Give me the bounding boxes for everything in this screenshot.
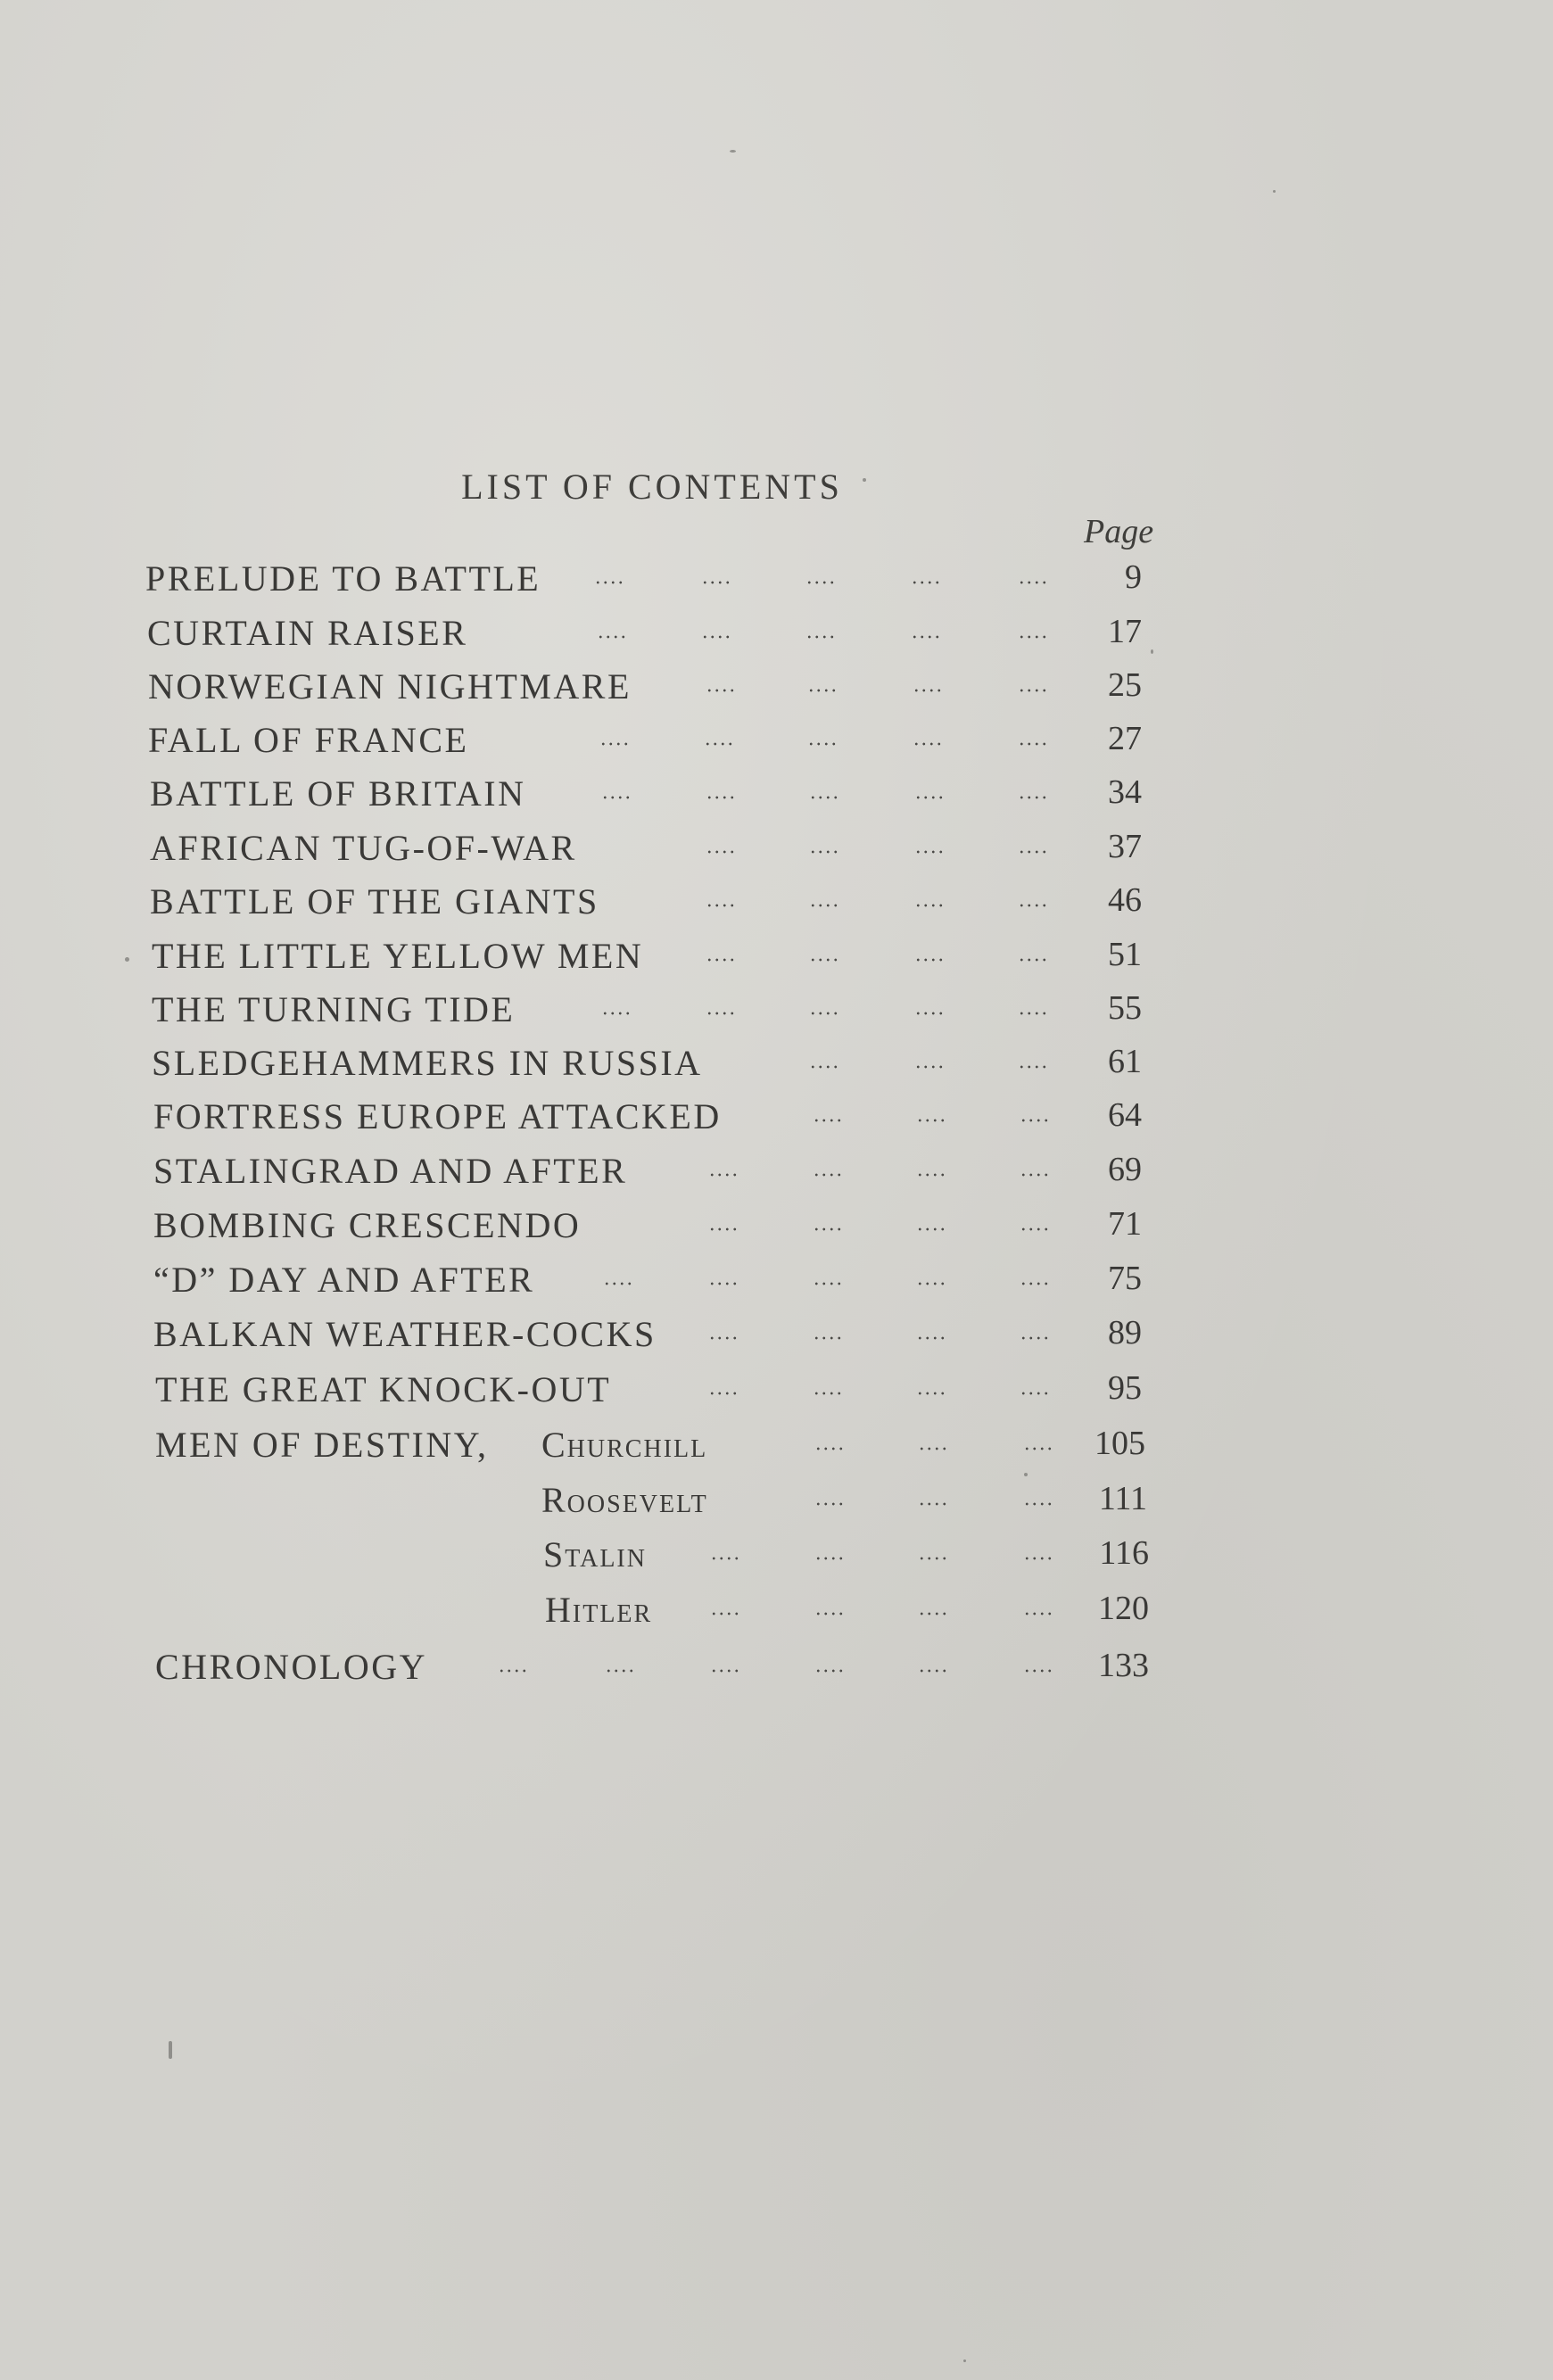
toc-row: [0, 1589, 1553, 1639]
dot-leader: [814, 1557, 845, 1560]
dot-leader: [805, 581, 836, 584]
dot-leader: [1018, 635, 1048, 639]
dot-leader: [914, 1012, 945, 1015]
toc-row: [0, 1479, 1553, 1529]
dot-leader: [813, 1282, 843, 1285]
toc-row: [0, 558, 1553, 607]
toc-entry-page: 105: [1095, 1425, 1145, 1462]
dot-leader: [916, 1336, 946, 1340]
toc-entry-title: CURTAIN RAISER: [147, 613, 468, 653]
dot-leader: [916, 1173, 946, 1177]
toc-subentry-name: Hitler: [545, 1590, 653, 1630]
dot-leader: [706, 796, 736, 799]
dot-leader: [601, 1012, 632, 1015]
toc-row: [0, 1259, 1553, 1309]
dot-leader: [918, 1612, 948, 1616]
dot-leader: [813, 1173, 843, 1177]
dot-leader: [706, 689, 736, 692]
dot-leader: [597, 635, 627, 639]
toc-entry-title: THE LITTLE YELLOW MEN: [152, 936, 644, 976]
toc-entry-page: 64: [1108, 1096, 1142, 1134]
toc-row: [0, 1424, 1553, 1474]
toc-row: [0, 1313, 1553, 1363]
toc-row: [0, 773, 1553, 822]
dot-leader: [603, 1282, 633, 1285]
dot-leader: [809, 958, 839, 962]
toc-entry-title: SLEDGEHAMMERS IN RUSSIA: [152, 1043, 703, 1083]
toc-entry-title: BATTLE OF THE GIANTS: [150, 881, 599, 921]
dot-leader: [498, 1669, 528, 1673]
dot-leader: [916, 1392, 946, 1395]
toc-row: [0, 612, 1553, 662]
dot-leader: [1018, 1065, 1048, 1069]
toc-entry-page: 75: [1108, 1260, 1142, 1297]
toc-entry-title: MEN OF DESTINY,: [155, 1425, 489, 1465]
toc-entry-page: 120: [1098, 1590, 1149, 1627]
toc-entry-title: BALKAN WEATHER-COCKS: [153, 1314, 657, 1354]
toc-row: [0, 935, 1553, 985]
dot-leader: [706, 850, 736, 854]
toc-subentry-name: Roosevelt: [541, 1480, 708, 1520]
dot-leader: [1020, 1119, 1050, 1122]
dot-leader: [814, 1447, 845, 1450]
dot-leader: [1023, 1502, 1053, 1506]
dot-leader: [814, 1669, 845, 1673]
dot-leader: [710, 1669, 740, 1673]
toc-entry-title: FORTRESS EUROPE ATTACKED: [153, 1096, 722, 1136]
toc-entry-title: BATTLE OF BRITAIN: [150, 773, 526, 814]
dot-leader: [911, 581, 941, 584]
toc-row: [0, 988, 1553, 1038]
dot-leader: [913, 742, 943, 746]
dot-leader: [916, 1119, 946, 1122]
toc-row: [0, 1646, 1553, 1696]
dot-leader: [708, 1282, 739, 1285]
dot-leader: [916, 1227, 946, 1231]
toc-row: [0, 1150, 1553, 1200]
toc-entry-title: NORWEGIAN NIGHTMARE: [148, 666, 632, 707]
dot-leader: [1020, 1282, 1050, 1285]
toc-row: [0, 1042, 1553, 1092]
toc-entry-title: THE GREAT KNOCK-OUT: [155, 1369, 612, 1409]
dot-leader: [1018, 850, 1048, 854]
toc-entry-page: 25: [1108, 666, 1142, 704]
toc-entry-page: 46: [1108, 881, 1142, 919]
dot-leader: [914, 958, 945, 962]
toc-entry-page: 116: [1099, 1534, 1149, 1572]
toc-row: [0, 1204, 1553, 1254]
dot-leader: [710, 1612, 740, 1616]
dot-leader: [918, 1502, 948, 1506]
dot-leader: [809, 796, 839, 799]
dot-leader: [809, 850, 839, 854]
dot-leader: [1018, 689, 1048, 692]
toc-row: [0, 1368, 1553, 1418]
dot-leader: [1020, 1227, 1050, 1231]
page-column-label: Page: [1084, 513, 1154, 550]
dot-leader: [1020, 1173, 1050, 1177]
page-title: LIST OF CONTENTS: [461, 467, 843, 507]
dot-leader: [706, 958, 736, 962]
toc-subentry-name: Stalin: [543, 1534, 647, 1574]
toc-row: [0, 880, 1553, 930]
dot-leader: [1023, 1447, 1053, 1450]
dot-leader: [706, 904, 736, 907]
toc-entry-page: 17: [1108, 613, 1142, 650]
toc-entry-page: 89: [1108, 1314, 1142, 1351]
dot-leader: [911, 635, 941, 639]
dot-leader: [1018, 742, 1048, 746]
dot-leader: [1018, 1012, 1048, 1015]
toc-entry-page: 95: [1108, 1369, 1142, 1407]
toc-entry-page: 51: [1108, 936, 1142, 973]
dot-leader: [708, 1392, 739, 1395]
dot-leader: [814, 1612, 845, 1616]
dot-leader: [1023, 1557, 1053, 1560]
dot-leader: [1023, 1612, 1053, 1616]
dot-leader: [814, 1502, 845, 1506]
dot-leader: [1018, 796, 1048, 799]
dot-leader: [805, 635, 836, 639]
dot-leader: [807, 742, 838, 746]
dot-leader: [914, 796, 945, 799]
dot-leader: [913, 689, 943, 692]
dot-leader: [1020, 1336, 1050, 1340]
dot-leader: [914, 1065, 945, 1069]
toc-row: [0, 719, 1553, 769]
toc-entry-title: PRELUDE TO BATTLE: [145, 558, 541, 599]
dot-leader: [914, 850, 945, 854]
dot-leader: [704, 742, 734, 746]
dot-leader: [809, 1012, 839, 1015]
toc-subentry-name: Churchill: [541, 1425, 708, 1465]
dot-leader: [1018, 581, 1048, 584]
dot-leader: [601, 796, 632, 799]
toc-entry-page: 9: [1125, 558, 1142, 596]
dot-leader: [914, 904, 945, 907]
dot-leader: [916, 1282, 946, 1285]
dot-leader: [710, 1557, 740, 1560]
toc-entry-page: 37: [1108, 828, 1142, 865]
toc-entry-page: 34: [1108, 773, 1142, 811]
toc-entry-page: 55: [1108, 989, 1142, 1027]
dot-leader: [1023, 1669, 1053, 1673]
toc-entry-page: 27: [1108, 720, 1142, 757]
dot-leader: [918, 1669, 948, 1673]
dot-leader: [708, 1173, 739, 1177]
toc-entry-title: “D” DAY AND AFTER: [153, 1260, 535, 1300]
dot-leader: [605, 1669, 635, 1673]
toc-entry-page: 71: [1108, 1205, 1142, 1243]
dot-leader: [1018, 904, 1048, 907]
toc-entry-title: AFRICAN TUG-OF-WAR: [150, 828, 577, 868]
dot-leader: [813, 1119, 843, 1122]
dot-leader: [809, 1065, 839, 1069]
dot-leader: [813, 1336, 843, 1340]
dot-leader: [708, 1336, 739, 1340]
dot-leader: [807, 689, 838, 692]
toc-entry-page: 61: [1108, 1043, 1142, 1080]
dot-leader: [594, 581, 624, 584]
toc-entry-title: STALINGRAD AND AFTER: [153, 1151, 628, 1191]
toc-entry-title: CHRONOLOGY: [155, 1647, 427, 1687]
dot-leader: [701, 581, 731, 584]
dot-leader: [809, 904, 839, 907]
dot-leader: [918, 1557, 948, 1560]
toc-row: [0, 1095, 1553, 1145]
dot-leader: [813, 1227, 843, 1231]
toc-entry-page: 69: [1108, 1151, 1142, 1188]
toc-entry-page: 133: [1098, 1647, 1149, 1684]
dot-leader: [813, 1392, 843, 1395]
toc-row: [0, 1533, 1553, 1583]
dot-leader: [918, 1447, 948, 1450]
toc-entry-title: BOMBING CRESCENDO: [153, 1205, 582, 1245]
toc-row: [0, 665, 1553, 715]
dot-leader: [599, 742, 630, 746]
toc-entry-title: FALL OF FRANCE: [148, 720, 469, 760]
toc-row: [0, 827, 1553, 877]
dot-leader: [1020, 1392, 1050, 1395]
dot-leader: [1018, 958, 1048, 962]
toc-entry-title: THE TURNING TIDE: [152, 989, 516, 1029]
dot-leader: [701, 635, 731, 639]
dot-leader: [708, 1227, 739, 1231]
dot-leader: [706, 1012, 736, 1015]
toc-entry-page: 111: [1098, 1480, 1147, 1517]
